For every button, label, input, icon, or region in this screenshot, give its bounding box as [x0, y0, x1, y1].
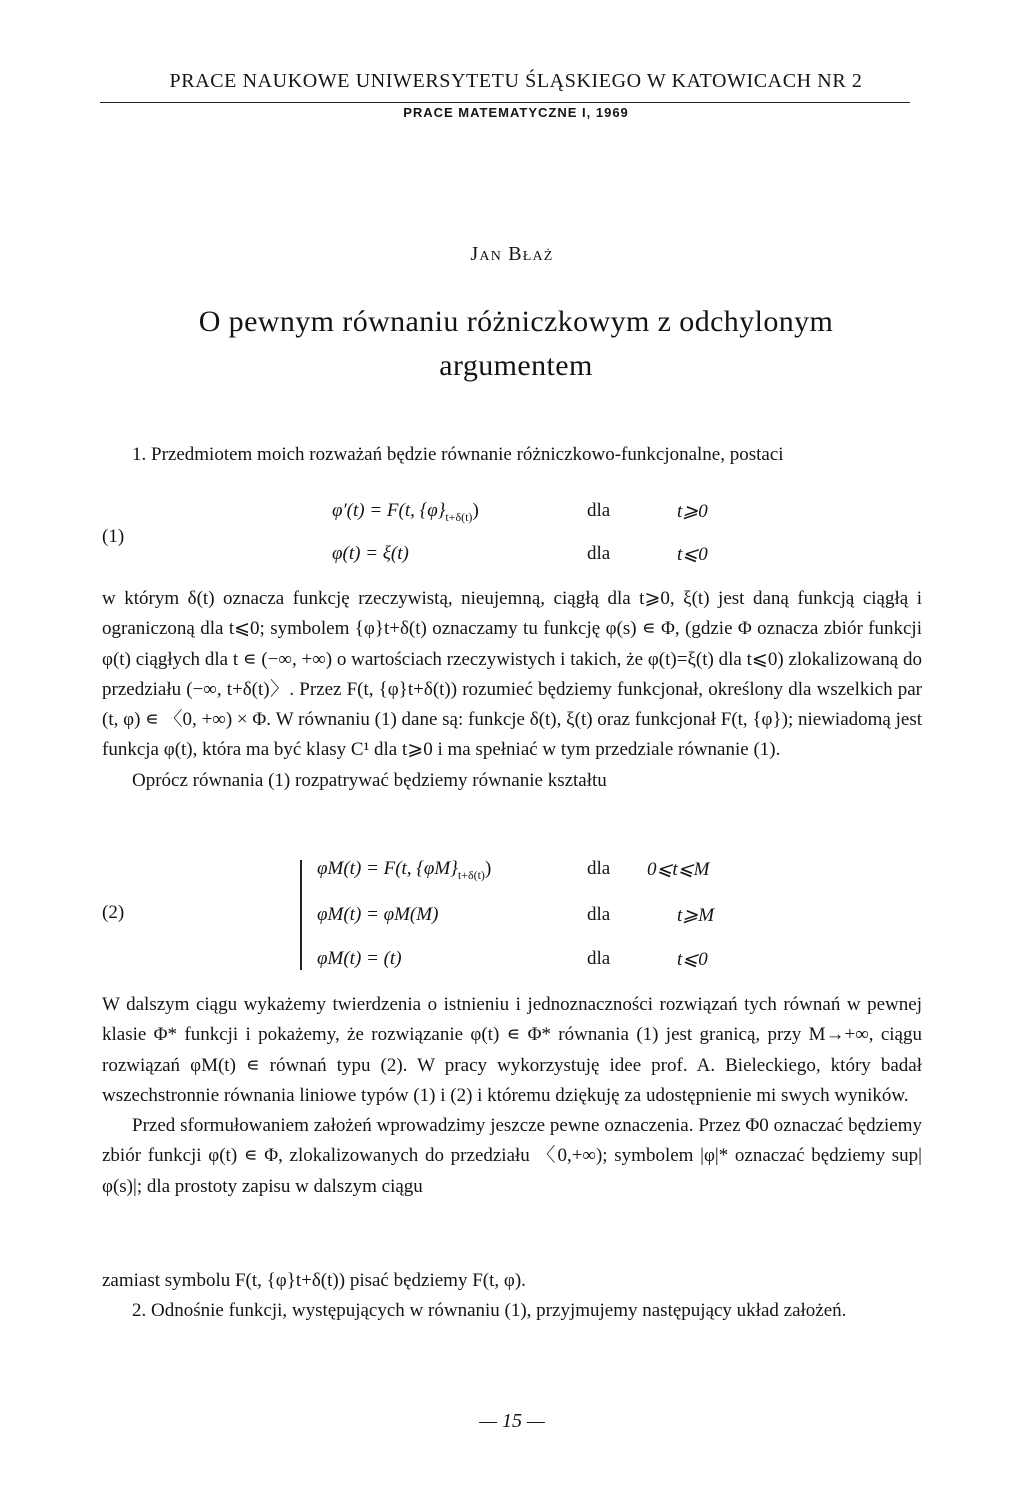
equation-2: [102, 858, 922, 978]
paragraph-2-text: Oprócz równania (1) rozpatrywać będziemy równanie kształtu: [132, 769, 607, 791]
paragraph-3: [102, 990, 922, 1202]
eq2-row1-cond-word: dla: [587, 858, 611, 879]
title-line-1: O pewnym równaniu różniczkowym z odchylonym: [198, 305, 834, 338]
eq1-row1-cond-word: dla: [587, 500, 611, 521]
eq1-row2-cond-word: dla: [587, 543, 611, 564]
eq1-row2-cond-text: t⩽0: [677, 544, 708, 565]
intro-paragraph: [102, 440, 922, 470]
eq2-row3-cond-text: t⩽0: [677, 949, 708, 970]
equation-1-row-2: [332, 543, 409, 565]
title-line-2: argumentem: [439, 349, 593, 382]
eq1-row1-condition: [677, 500, 708, 523]
paragraph-1-text: w którym δ(t) oznacza funkcję rzeczywistą, nieujemną, ciągłą dla t⩾0, ξ(t) jest daną funkcją ciągłą i ograniczoną dla t⩽0; symbolem {φ}t+δ(t) oznaczamy tu funkcję φ(s) ∊ Φ, (gdzie Φ oznacza zbiór funkcji φ(t) ciągłych dla t ∊ (−∞, +∞) o wartościach rzeczywistych i takich, że φ(t)=ξ(t) dla t⩽0) zlokalizowaną do przedziału (−∞, t+δ(t)〉. Przez F(t, {φ}t+δ(t)) rozumieć będziemy funkcjonał, określony dla wszelkich par (t, φ) ∊ 〈0, +∞) × Φ. W równaniu (1) dane są: funkcje δ(t), ξ(t) oraz funkcjonał F(t, {φ}); niewiadomą jest funkcja φ(t), która ma być klasy C¹ dla t⩾0 i ma spełniać w tym przedziale równanie (1).: [102, 588, 922, 761]
eq2-row2-expr: φM(t) = φM(M): [317, 904, 439, 925]
eq2-row3-cond-word: dla: [587, 948, 611, 969]
equation-2-number: (2): [102, 902, 125, 923]
page-number: — 15 —: [479, 1410, 545, 1432]
paragraph-6-text: 2. Odnośnie funkcji, występujących w równaniu (1), przyjmujemy następujący układ założeń.: [132, 1300, 847, 1322]
eq2-row2-cond-word: dla: [587, 904, 611, 925]
eq2-row1-expr: φM(t) = F(t, {φM}: [317, 858, 458, 879]
paragraph-5-text: zamiast symbolu F(t, {φ}t+δ(t)) pisać będziemy F(t, φ).: [102, 1270, 526, 1291]
equation-1-number: (1): [102, 526, 125, 547]
intro-text: 1. Przedmiotem moich rozważań będzie równanie różniczkowo-funkcjonalne, postaci: [132, 444, 784, 465]
eq2-row3-condition: [677, 948, 708, 971]
paragraph-4-text: Przed sformułowaniem założeń wprowadzimy jeszcze pewne oznaczenia. Przez Φ0 oznaczać będziemy zbiór funkcji φ(t) ∊ Φ, zlokalizowanych do przedziału 〈0,+∞); symbolem |φ|* oznaczać będziemy sup|φ(s)|; dla prostoty zapisu w dalszym ciągu: [102, 1115, 922, 1197]
author-name: Jan Błaż: [470, 243, 554, 265]
eq2-row1-subscript: t+δ(t): [457, 867, 485, 882]
eq2-row3-expr: φM(t) = (t): [317, 948, 402, 969]
journal-subheader: PRACE MATEMATYCZNE I, 1969: [403, 105, 629, 120]
journal-header: PRACE NAUKOWE UNIWERSYTETU ŚLĄSKIEGO W KATOWICACH NR 2: [169, 70, 863, 92]
paragraph-1: [102, 584, 922, 796]
eq1-row1-subscript: t+δ(t): [445, 509, 473, 524]
article-title: [96, 300, 936, 388]
eq2-row1-close: ): [484, 858, 492, 879]
eq2-row2-condition: [677, 904, 714, 927]
equation-1: [102, 500, 922, 590]
equation-1-row-1: [332, 500, 479, 522]
eq1-row1-cond-text: t⩾0: [677, 501, 708, 522]
equation-2-row-3: [317, 948, 402, 970]
eq2-row1-condition: [647, 858, 709, 881]
eq1-row1-expr: φ′(t) = F(t, {φ}: [332, 500, 446, 521]
eq1-row2-condition: [677, 543, 708, 566]
paragraph-3-text: W dalszym ciągu wykażemy twierdzenia o istnieniu i jednoznaczności rozwiązań tych równań w pewnej klasie Φ* funkcji i pokażemy, że rozwiązanie φ(t) ∊ Φ* równania (1) jest granicą, przy M→+∞, ciągu rozwiązań φM(t) ∊ równań typu (2). W pracy wykorzystuję idee prof. A. Bieleckiego, który badał wszechstronnie równania liniowe typów (1) i (2) i któremu dziękuję za udostępnienie mi swych wyników.: [102, 994, 922, 1106]
eq1-row1-close: ): [472, 500, 479, 521]
eq2-row1-cond-text: 0⩽t⩽M: [647, 859, 710, 880]
header-rule: [100, 102, 910, 103]
equation-2-row-1: [317, 858, 491, 880]
equation-2-row-2: [317, 904, 438, 926]
eq1-row2-expr: φ(t) = ξ(t): [332, 543, 409, 564]
equation-2-bracket: [300, 860, 302, 970]
paragraph-5: [102, 1266, 922, 1327]
eq2-row2-cond-text: t⩾M: [677, 905, 715, 926]
